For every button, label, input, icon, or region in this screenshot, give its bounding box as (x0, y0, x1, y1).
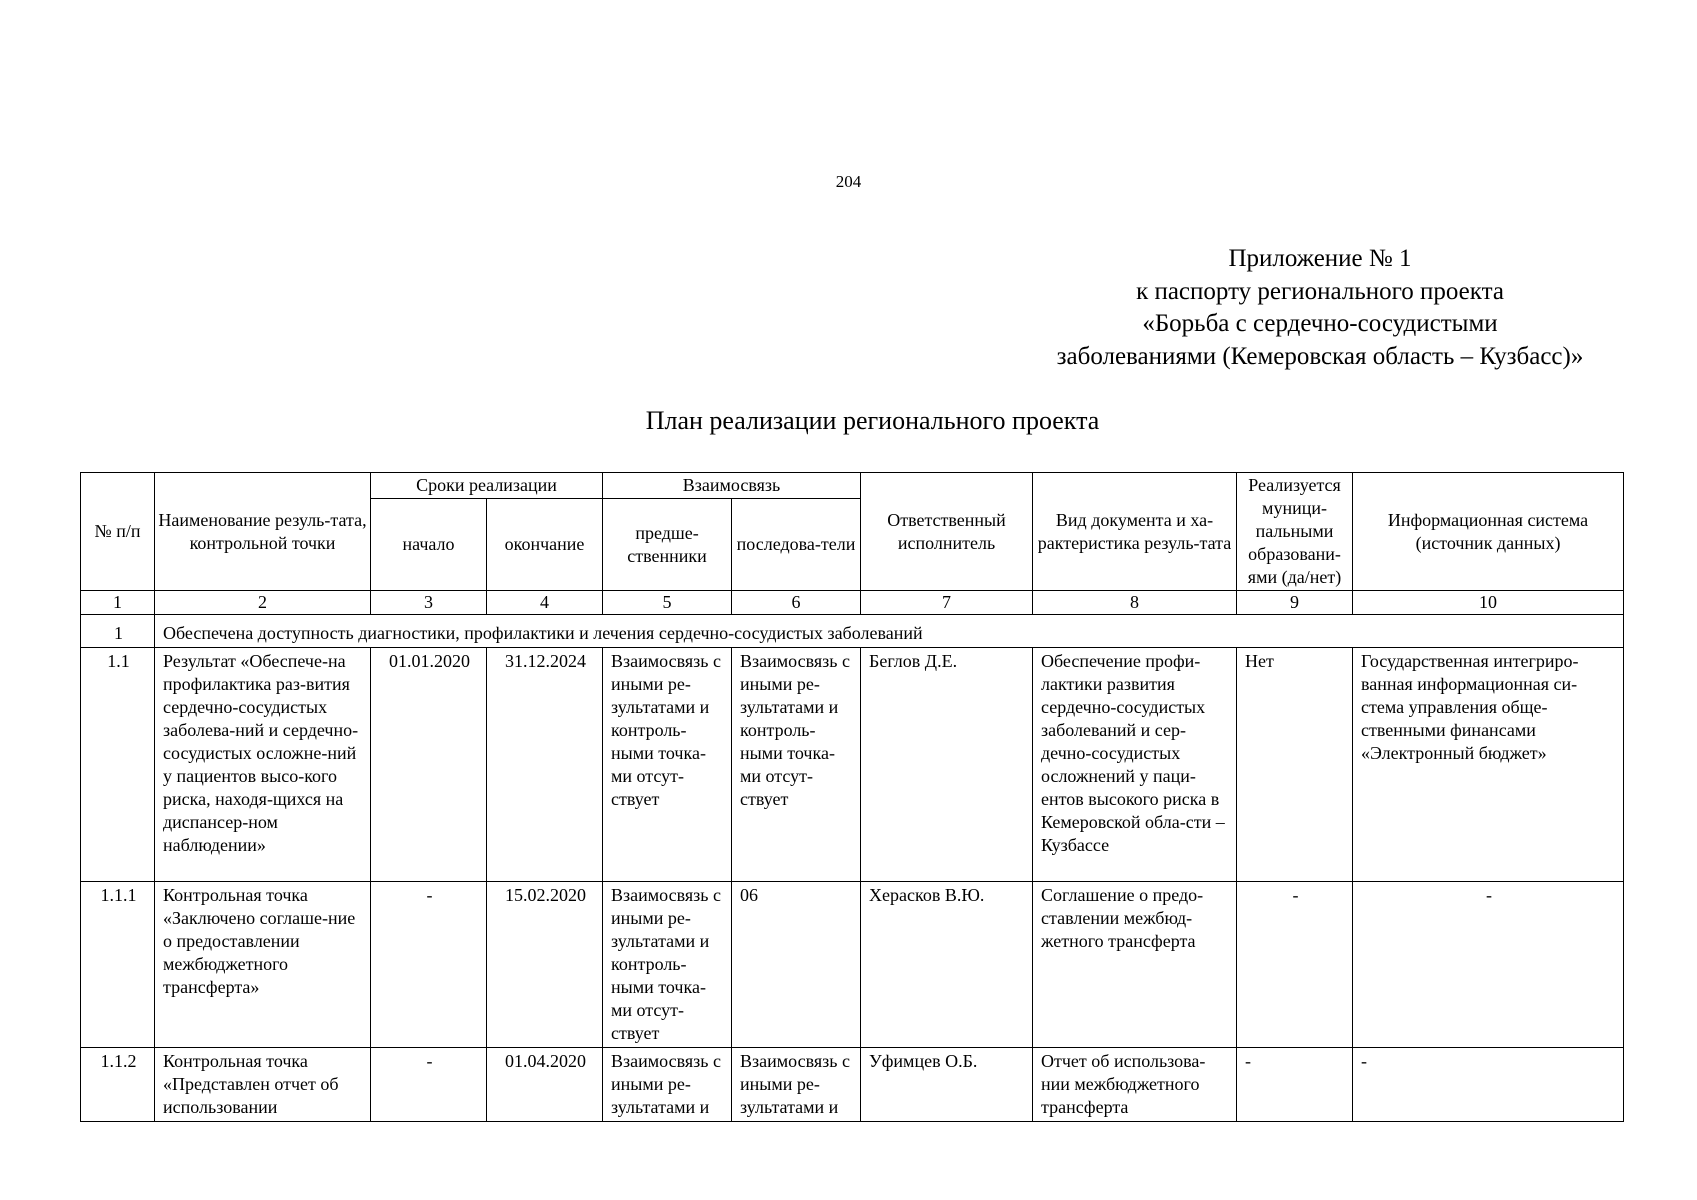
table-row (81, 882, 1624, 1048)
section-num: 1 (81, 615, 155, 648)
header-num: № п/п (81, 473, 155, 591)
row-municipal: - (1237, 882, 1353, 1048)
column-number: 5 (603, 591, 732, 615)
row-doc-type: Соглашение о предо-ставлении межбюд-жетного трансферта (1033, 882, 1237, 1048)
row-predecessors: Взаимосвязь с иными ре-зультатами и контроль-ными точка-ми отсут-ствует (603, 882, 732, 1048)
row-info-system: - (1353, 1048, 1624, 1122)
row-predecessors: Взаимосвязь с иными ре-зультатами и (603, 1048, 732, 1122)
header-doc-type: Вид документа и ха-рактеристика резуль-тата (1033, 473, 1237, 591)
appendix-line-2: к паспорту регионального проекта (1136, 277, 1504, 305)
header-name: Наименование резуль-тата, контрольной точки (155, 473, 371, 591)
row-successors: Взаимосвязь с иными ре-зультатами и (732, 1048, 861, 1122)
row-num: 1.1.1 (81, 882, 155, 1048)
row-successors: Взаимосвязь с иными ре-зультатами и контроль-ными точка-ми отсут-ствует (732, 648, 861, 882)
column-number-row (81, 591, 1624, 615)
plan-table (80, 472, 1624, 1122)
header-info-system: Информационная система (источник данных) (1353, 473, 1624, 591)
appendix-heading (1000, 243, 1640, 373)
row-name: Результат «Обеспече-на профилактика раз-вития сердечно-сосудистых заболева-ний и сердечно-сосудистых осложне-ний у пациентов высо-кого риска, находя-щихся на диспансер-ном наблюдении» (155, 648, 371, 882)
header-terms: Сроки реализации (371, 473, 603, 499)
row-start: - (371, 882, 487, 1048)
row-end: 31.12.2024 (487, 648, 603, 882)
row-predecessors: Взаимосвязь с иными ре-зультатами и контроль-ными точка-ми отсут-ствует (603, 648, 732, 882)
row-responsible: Беглов Д.Е. (861, 648, 1033, 882)
row-start: 01.01.2020 (371, 648, 487, 882)
header-start: начало (371, 499, 487, 591)
row-num: 1.1.2 (81, 1048, 155, 1122)
column-number: 6 (732, 591, 861, 615)
row-responsible: Херасков В.Ю. (861, 882, 1033, 1048)
column-number: 2 (155, 591, 371, 615)
column-number: 1 (81, 591, 155, 615)
table-row (81, 648, 1624, 882)
row-info-system: Государственная интегриро-ванная информационная си-стема управления обще-ственными финансами «Электронный бюджет» (1353, 648, 1624, 882)
header-responsible: Ответственный исполнитель (861, 473, 1033, 591)
appendix-line-3: «Борьба с сердечно-сосудистыми (1142, 310, 1498, 337)
row-info-system: - (1353, 882, 1624, 1048)
row-name: Контрольная точка «Заключено соглаше-ние о предоставлении межбюджетного трансферта» (155, 882, 371, 1048)
column-number: 3 (371, 591, 487, 615)
appendix-line-4: заболеваниями (Кемеровская область – Кузбасс)» (1056, 342, 1584, 370)
row-municipal: - (1237, 1048, 1353, 1122)
row-municipal: Нет (1237, 648, 1353, 882)
column-number: 8 (1033, 591, 1237, 615)
header-relation: Взаимосвязь (603, 473, 861, 499)
page-number: 204 (835, 172, 862, 191)
section-row (81, 615, 1624, 648)
row-start: - (371, 1048, 487, 1122)
section-title: Обеспечена доступность диагностики, профилактики и лечения сердечно-сосудистых заболеваний (155, 615, 1624, 648)
row-name: Контрольная точка «Представлен отчет об использовании (155, 1048, 371, 1122)
column-number: 7 (861, 591, 1033, 615)
row-successors: 06 (732, 882, 861, 1048)
row-responsible: Уфимцев О.Б. (861, 1048, 1033, 1122)
column-number: 9 (1237, 591, 1353, 615)
header-end: окончание (487, 499, 603, 591)
plan-title: План реализации регионального проекта (645, 406, 1100, 435)
row-end: 01.04.2020 (487, 1048, 603, 1122)
header-predecessors: предше-ственники (603, 499, 732, 591)
appendix-line-1: Приложение № 1 (1228, 245, 1412, 272)
table-row (81, 1048, 1624, 1122)
column-number: 4 (487, 591, 603, 615)
column-number: 10 (1353, 591, 1624, 615)
header-successors: последова-тели (732, 499, 861, 591)
header-municipal: Реализуется муници-пальными образовани-ями (да/нет) (1237, 473, 1353, 591)
row-doc-type: Обеспечение профи-лактики развития сердечно-сосудистых заболеваний и сер-дечно-сосудистых осложнений у паци-ентов высокого риска в Кемеровской обла-сти – Кузбассе (1033, 648, 1237, 882)
row-num: 1.1 (81, 648, 155, 882)
row-end: 15.02.2020 (487, 882, 603, 1048)
row-doc-type: Отчет об использова-нии межбюджетного трансферта (1033, 1048, 1237, 1122)
